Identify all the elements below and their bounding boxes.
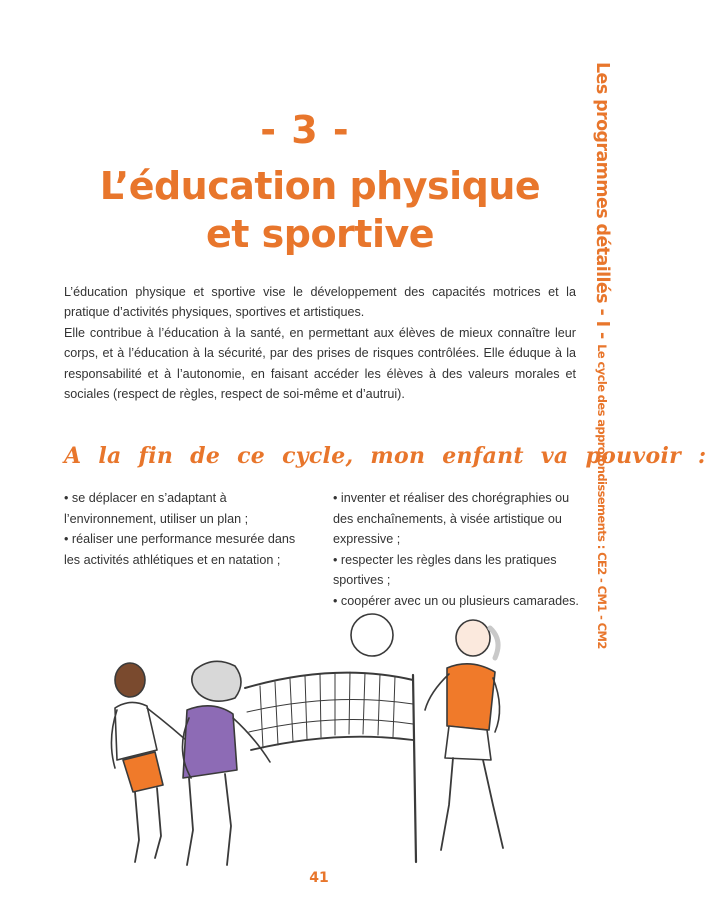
page-title-line2: et sportive (205, 212, 435, 256)
player-orange-shirt (425, 620, 503, 850)
goal-item: • coopérer avec un ou plusieurs camarades. (333, 593, 579, 608)
volleyball-illustration (95, 600, 520, 870)
net-icon (245, 672, 413, 750)
intro-paragraph-1: L’éducation physique et sportive vise le développement des capacités motrices et la pratique d’activités physiques, sportives et artistiques. (64, 285, 576, 320)
side-tab-main: Les programmes détaillés - I - (592, 62, 612, 345)
volleyball-icon (351, 614, 393, 656)
goal-item: • respecter les règles dans les pratiques sportives ; (333, 552, 557, 588)
page-number: 41 (309, 870, 329, 886)
intro-paragraph-2: Elle contribue à l’éducation à la santé, en permettant aux élèves de mieux connaître leur corps, et à l’éducation à la sécurité, par des prises de risques contrôlées. Elle éduque à la responsabilité et à l’autonomie, en faisant accéder les élèves à des valeurs morales et sociales (respect de règles, respect de soi-même et d’autrui). (64, 325, 576, 402)
player-grey-haired (182, 661, 270, 865)
goals-list-left (64, 488, 314, 570)
chapter-number: - 3 - (260, 108, 350, 152)
cycle-goals-heading: A la fin de ce cycle, mon enfant va pouvoir : (64, 443, 706, 469)
goals-list-right (333, 488, 583, 612)
side-tab-sub: Le cycle des approfondissements : CE2 - CM1 - CM2 (595, 344, 609, 649)
page-title-line1: L’éducation physique (99, 164, 541, 208)
goal-item: • inventer et réaliser des chorégraphies ou des enchaînements, à visée artistique ou expressive ; (333, 491, 570, 547)
goal-item: • se déplacer en s’adaptant à l’environnement, utiliser un plan ; (64, 491, 249, 526)
goal-item: • réaliser une performance mesurée dans les activités athlétiques et en natation ; (64, 532, 296, 567)
intro-text (64, 282, 576, 404)
page-title (30, 162, 610, 258)
net-pole-icon (413, 675, 416, 862)
